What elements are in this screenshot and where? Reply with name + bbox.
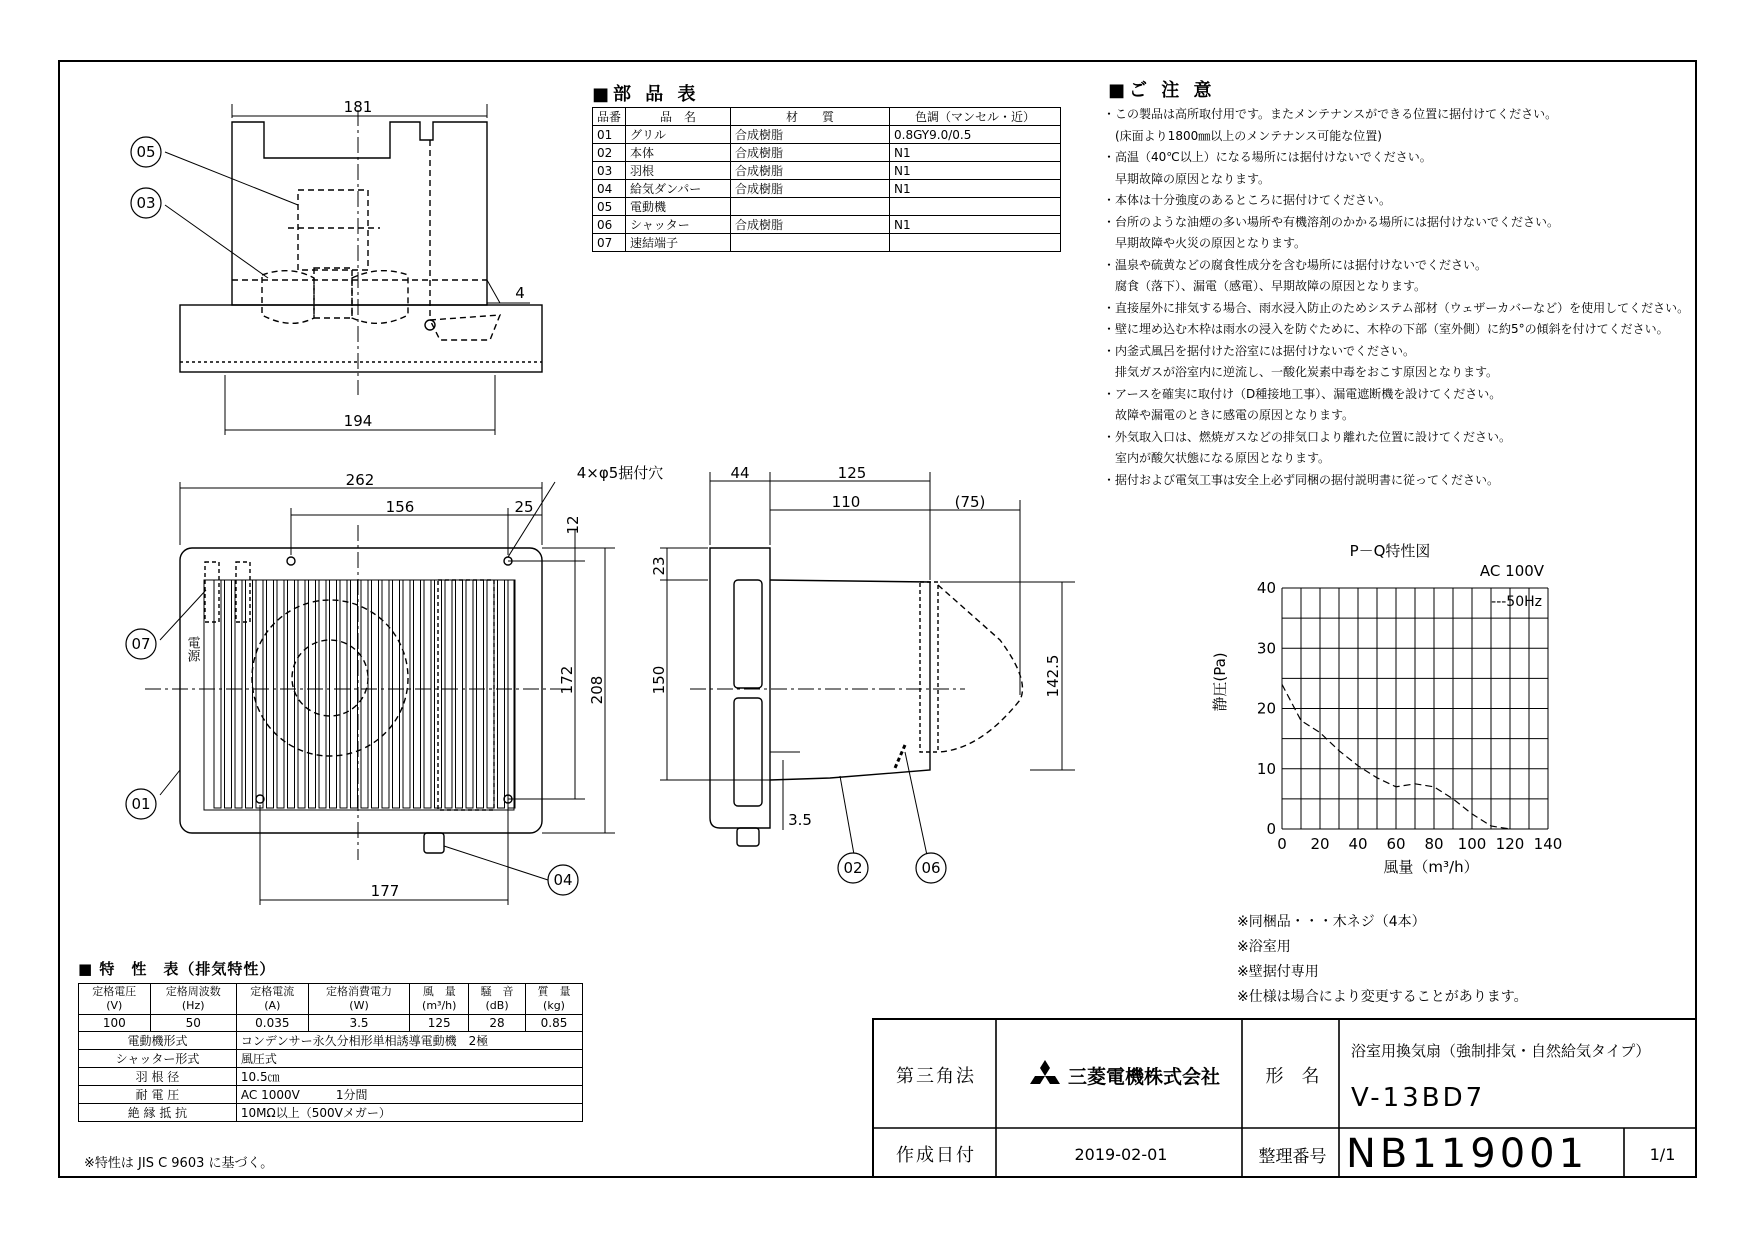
grille-slat (403, 580, 410, 808)
dim-front-edge: 25 (514, 498, 534, 516)
dim-front-bottom: 177 (370, 882, 400, 900)
x-tick-label: 80 (1424, 835, 1444, 853)
grille-slat (351, 580, 358, 808)
callout-03: 03 (136, 194, 156, 212)
parts-row (593, 180, 1061, 198)
dim-front-inner: 172 (558, 665, 576, 695)
parts-cell: 05 (593, 198, 626, 216)
grille-slat (414, 580, 421, 808)
front-view (145, 482, 615, 905)
page-number: 1/1 (1649, 1144, 1676, 1164)
spec-value: 28 (469, 1015, 526, 1032)
spec-value: 125 (410, 1015, 469, 1032)
note-line: 早期故障や火災の原因となります。 (1103, 236, 1307, 250)
parts-cell: 羽根 (626, 162, 731, 180)
dim-side-b: 125 (837, 464, 867, 482)
parts-cell: N1 (890, 144, 1061, 162)
note-line: ・据付および電気工事は安全上必ず同梱の据付説明書に従ってください。 (1103, 472, 1500, 487)
grille-slat (235, 580, 242, 808)
callout-01: 01 (131, 795, 151, 813)
grille-slat (466, 580, 473, 808)
parts-table (592, 107, 1061, 252)
spec-extra-value: コンデンサー永久分相形単相誘導電動機 2極 (236, 1032, 582, 1050)
spec-extra-label: 絶 縁 抵 抗 (79, 1104, 237, 1122)
parts-cell: N1 (890, 216, 1061, 234)
note-line: 早期故障の原因となります。 (1103, 171, 1271, 186)
spec-header: 定格消費電力 (W) (308, 984, 410, 1015)
dim-front-top: 12 (564, 515, 582, 535)
parts-cell (731, 234, 890, 252)
model-label: 形 名 (1265, 1066, 1320, 1087)
company-block (1004, 1020, 1244, 1130)
parts-row (593, 234, 1061, 252)
dim-front-pitch: 156 (385, 498, 415, 516)
grille-slat (340, 580, 347, 808)
note-line: 腐食（落下）、漏電（感電）、早期故障の原因となります。 (1103, 279, 1427, 293)
x-tick-label: 140 (1533, 835, 1563, 853)
grille-slat (477, 580, 484, 808)
x-tick-label: 20 (1310, 835, 1330, 853)
parts-header: 品 名 (626, 108, 731, 126)
parts-cell: 0.8GY9.0/0.5 (890, 126, 1061, 144)
parts-cell: 06 (593, 216, 626, 234)
date-value: 2019-02-01 (1074, 1144, 1168, 1164)
y-tick-label: 10 (1256, 759, 1276, 778)
spec-value: 100 (79, 1015, 151, 1032)
y-tick-label: 0 (1266, 820, 1276, 838)
dim-top-offset: 4 (515, 284, 525, 302)
grille-slat (424, 580, 431, 808)
spec-table (78, 983, 583, 1122)
side-note: ※浴室用 (1237, 939, 1291, 955)
x-tick-label: 120 (1495, 835, 1525, 853)
parts-row (593, 162, 1061, 180)
x-tick-label: 0 (1277, 835, 1287, 853)
spec-header: 質 量 (kg) (526, 984, 583, 1015)
parts-cell: 電動機 (626, 198, 731, 216)
parts-cell: 合成樹脂 (731, 144, 890, 162)
parts-cell: 合成樹脂 (731, 216, 890, 234)
spec-value: 3.5 (308, 1015, 410, 1032)
parts-cell: N1 (890, 162, 1061, 180)
grille-slat (225, 580, 232, 808)
parts-row (593, 126, 1061, 144)
y-tick-label: 40 (1256, 579, 1276, 597)
parts-cell: N1 (890, 180, 1061, 198)
spec-header: 騒 音 (dB) (469, 984, 526, 1015)
spec-extra-label: 羽 根 径 (79, 1068, 237, 1086)
chart-title: P－Q特性図 (1349, 542, 1431, 560)
date-label: 作成日付 (896, 1145, 976, 1166)
note-line: (床面より1800㎜以上のメンテナンス可能な位置) (1103, 128, 1382, 143)
grille-slat (498, 580, 505, 808)
grille-slat (445, 580, 452, 808)
spec-extra-value: 風圧式 (236, 1050, 582, 1068)
dim-side-f: 150 (650, 665, 668, 695)
grille-slat (309, 580, 316, 808)
note-line: ・壁に埋め込む木枠は雨水の浸入を防ぐために、木枠の下部（室外側）に約5°の傾斜を付けてください。 (1103, 322, 1669, 336)
parts-cell: 合成樹脂 (731, 180, 890, 198)
dim-front-height: 208 (588, 675, 606, 705)
top-view (165, 104, 542, 435)
parts-cell: 給気ダンパー (626, 180, 731, 198)
note-line: ・この製品は高所取付用です。またメンテナンスができる位置に据付けてください。 (1103, 107, 1558, 121)
grille-slat (361, 580, 368, 808)
spec-header: 定格電圧 (V) (79, 984, 151, 1015)
grille-slat (487, 580, 494, 808)
parts-header: 材 質 (731, 108, 890, 126)
grille-slat (330, 580, 337, 808)
parts-cell: 合成樹脂 (731, 162, 890, 180)
parts-cell: 07 (593, 234, 626, 252)
callout-05: 05 (136, 143, 156, 161)
callout-02: 02 (843, 859, 863, 877)
power-label: 電源 (184, 636, 200, 662)
spec-extra-label: シャッター形式 (79, 1050, 237, 1068)
x-tick-label: 60 (1386, 835, 1406, 853)
side-notes (1237, 910, 1528, 1010)
pq-chart (1211, 542, 1562, 876)
spec-value: 0.85 (526, 1015, 583, 1032)
parts-header: 色調（マンセル・近） (890, 108, 1061, 126)
dim-top-width: 181 (343, 98, 373, 116)
mitsubishi-logo-icon (1028, 1060, 1062, 1090)
x-tick-label: 40 (1348, 835, 1368, 853)
parts-cell: シャッター (626, 216, 731, 234)
dim-front-width: 262 (345, 471, 375, 489)
chart-ylabel: 静圧(Pa) (1211, 652, 1229, 712)
spec-footnote: ※特性は JIS C 9603 に基づく。 (84, 1156, 274, 1171)
company-name: 三菱電機株式会社 (1067, 1065, 1220, 1088)
projection-label: 第三角法 (896, 1066, 976, 1087)
dim-side-d: (75) (954, 493, 986, 511)
grille-slat (456, 580, 463, 808)
note-line: ・直接屋外に排気する場合、雨水浸入防止のためシステム部材（ウェザーカバーなど）を使用してください。 (1103, 300, 1690, 315)
parts-header: 品番 (593, 108, 626, 126)
grille-slat (277, 580, 284, 808)
x-tick-label: 100 (1457, 835, 1487, 853)
note-line: ・高温（40℃以上）になる場所には据付けないでください。 (1103, 150, 1432, 164)
side-view (660, 472, 1075, 860)
grille-slat (246, 580, 253, 808)
side-note: ※壁据付専用 (1237, 964, 1319, 980)
grille-slat (256, 580, 263, 808)
parts-cell: グリル (626, 126, 731, 144)
parts-cell (890, 198, 1061, 216)
model-number: V-13BD7 (1351, 1083, 1486, 1113)
parts-table-title: ■部 品 表 (592, 84, 700, 105)
product-name: 浴室用換気扇（強制排気・自然給気タイプ） (1351, 1041, 1651, 1060)
title-block (872, 1018, 1697, 1178)
parts-cell: 03 (593, 162, 626, 180)
note-line: ・台所のような油煙の多い場所や有機溶剤のかかる場所には据付けないでください。 (1103, 214, 1560, 229)
grille-slat (288, 580, 295, 808)
parts-row (593, 144, 1061, 162)
chart-xlabel: 風量（m³/h） (1383, 858, 1479, 876)
grille-slat (382, 580, 389, 808)
number-label: 整理番号 (1258, 1146, 1327, 1167)
spec-header: 風 量 (m³/h) (410, 984, 469, 1015)
notes-list (1103, 104, 1689, 491)
callout-06: 06 (921, 859, 941, 877)
spec-extra-label: 耐 電 圧 (79, 1086, 237, 1104)
grille-slat (393, 580, 400, 808)
note-line: ・アースを確実に取付け（D種接地工事）、漏電遮断機を設けてください。 (1103, 386, 1502, 401)
parts-cell: 04 (593, 180, 626, 198)
parts-cell: 合成樹脂 (731, 126, 890, 144)
callout-04: 04 (553, 871, 573, 889)
spec-extra-label: 電動機形式 (79, 1032, 237, 1050)
grille-slat (267, 580, 274, 808)
dim-side-c: 110 (831, 493, 861, 511)
note-line: 排気ガスが浴室内に逆流し、一酸化炭素中毒をおこす原因となります。 (1103, 365, 1499, 379)
drawing-number: NB119001 (1346, 1131, 1589, 1177)
grille-slat (214, 580, 221, 808)
hole-note: 4×φ5据付穴 (576, 464, 664, 482)
note-line: ・内釜式風呂を据付けた浴室には据付けないでください。 (1103, 343, 1416, 358)
note-line: 室内が酸欠状態になる原因となります。 (1103, 451, 1331, 465)
spec-extra-value: 10.5㎝ (236, 1068, 582, 1086)
dim-side-e: 23 (650, 556, 668, 576)
note-line: 故障や漏電のときに感電の原因となります。 (1103, 408, 1355, 422)
note-line: ・本体は十分強度のあるところに据付けてください。 (1103, 193, 1392, 207)
series-50hz-label: ---50Hz (1491, 594, 1542, 610)
parts-cell (731, 198, 890, 216)
grille-slat (319, 580, 326, 808)
note-line: ・温泉や硫黄などの腐食性成分を含む場所には据付けないでください。 (1103, 257, 1488, 272)
spec-header: 定格周波数 (Hz) (150, 984, 236, 1015)
spec-extra-value: AC 1000V 1分間 (236, 1086, 582, 1104)
parts-cell: 本体 (626, 144, 731, 162)
chart-legend-top: AC 100V (1479, 562, 1545, 580)
notes-title: ■ご 注 意 (1108, 80, 1216, 101)
parts-cell: 速結端子 (626, 234, 731, 252)
parts-cell: 01 (593, 126, 626, 144)
dim-side-a: 44 (730, 464, 750, 482)
dim-side-g: 142.5 (1044, 654, 1062, 698)
spec-extra-value: 10MΩ以上（500Vメガー） (236, 1104, 582, 1122)
dim-side-h: 3.5 (788, 811, 812, 829)
y-tick-label: 30 (1256, 639, 1276, 658)
grille-slat (298, 580, 305, 808)
spec-table-title: ■ 特 性 表（排気特性） (78, 960, 276, 978)
callout-07: 07 (131, 635, 151, 653)
dim-top-base: 194 (343, 412, 373, 430)
spec-header: 定格電流 (A) (236, 984, 308, 1015)
note-line: ・外気取入口は、燃焼ガスなどの排気口より離れた位置に設けてください。 (1103, 429, 1512, 444)
side-note: ※同梱品・・・木ネジ（4本） (1237, 914, 1426, 930)
parts-row (593, 198, 1061, 216)
parts-cell (890, 234, 1061, 252)
spec-value: 50 (150, 1015, 236, 1032)
y-tick-label: 20 (1256, 699, 1276, 718)
parts-row (593, 216, 1061, 234)
spec-value: 0.035 (236, 1015, 308, 1032)
side-note: ※仕様は場合により変更することがあります。 (1237, 989, 1528, 1005)
parts-cell: 02 (593, 144, 626, 162)
